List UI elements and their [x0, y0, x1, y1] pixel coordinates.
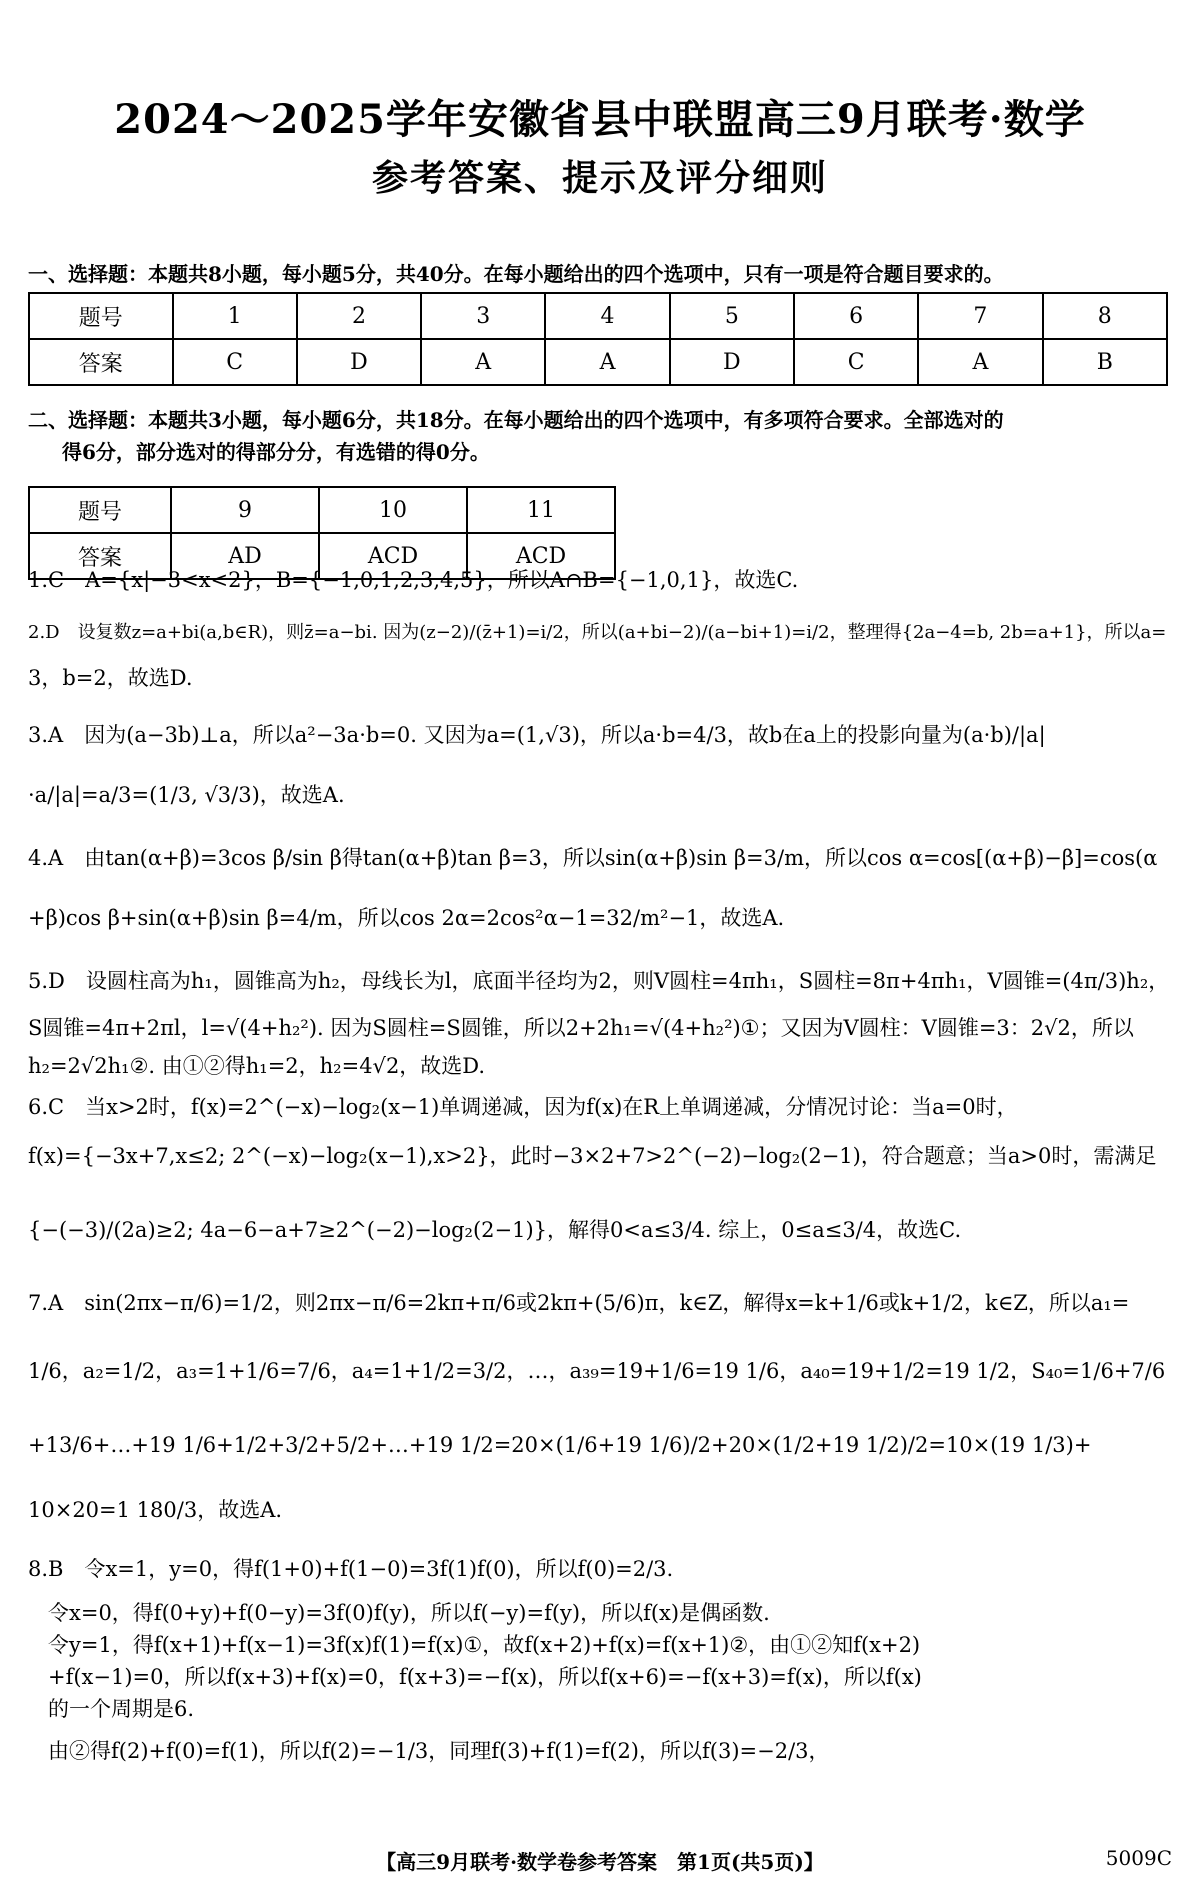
question-number: 8 [1043, 293, 1167, 339]
solution-line: 4.A 由tan(α+β)=3cos β/sin β得tan(α+β)tan β=3，所以sin(α+β)sin β=3/m，所以cos α=cos[(α+β)−β]=cos(α [28, 846, 1158, 870]
solution-line: f(x)={−3x+7,x≤2; 2^(−x)−log₂(x−1),x>2}，此时−3×2+7>2^(−2)−log₂(2−1)，符合题意；当a>0时，需满足 [28, 1144, 1157, 1168]
solution-line: ·a/|a|=a/3=(1/3, √3/3)，故选A. [28, 783, 345, 807]
table-row [29, 293, 1167, 339]
solution-line: 3，b=2，故选D. [28, 666, 193, 690]
solution-line: S圆锥=4π+2πl，l=√(4+h₂²). 因为S圆柱=S圆锥，所以2+2h₁=√(4+h₂²)①；又因为V圆柱：V圆锥=3：2√2，所以 [28, 1016, 1134, 1040]
solution-line: 令y=1，得f(x+1)+f(x−1)=3f(x)f(1)=f(x)①，故f(x+2)+f(x)=f(x+1)②，由①②知f(x+2) [48, 1633, 921, 1657]
solution-line: 2.D 设复数z=a+bi(a,b∈R)，则z̄=a−bi. 因为(z−2)/(z̄+1)=i/2，所以(a+bi−2)/(a−bi+1)=i/2，整理得{2a−4=b, 2b=a+1}，所以a= [28, 622, 1167, 643]
answer-cell: C [794, 339, 918, 385]
table-header-cell: 题号 [29, 487, 171, 533]
solution-line: 由②得f(2)+f(0)=f(1)，所以f(2)=−1/3，同理f(3)+f(1)=f(2)，所以f(3)=−2/3， [48, 1739, 830, 1763]
page-footer: 【高三9月联考·数学卷参考答案 第1页(共5页)】 [376, 1850, 824, 1874]
answer-cell: D [670, 339, 794, 385]
table-header-cell: 答案 [29, 533, 171, 579]
answer-cell: A [918, 339, 1042, 385]
question-number: 6 [794, 293, 918, 339]
question-number: 4 [545, 293, 669, 339]
section2-heading-line2: 得6分，部分选对的得部分分，有选错的得0分。 [62, 440, 490, 464]
page-subtitle: 参考答案、提示及评分细则 [371, 157, 828, 199]
answer-cell: A [421, 339, 545, 385]
solution-line: 8.B 令x=1，y=0，得f(1+0)+f(1−0)=3f(1)f(0)，所以f(0)=2/3. [28, 1557, 674, 1581]
solution-line: 5.D 设圆柱高为h₁，圆锥高为h₂，母线长为l，底面半径均为2，则V圆柱=4πh₁，S圆柱=8π+4πh₁，V圆锥=(4π/3)h₂， [28, 969, 1170, 993]
solution-line: 令x=0，得f(0+y)+f(0−y)=3f(0)f(y)，所以f(−y)=f(y)，所以f(x)是偶函数. [48, 1601, 770, 1625]
table-row [29, 339, 1167, 385]
table-row [29, 487, 615, 533]
solution-line: 1/6，a₂=1/2，a₃=1+1/6=7/6，a₄=1+1/2=3/2，…，a₃₉=19+1/6=19 1/6，a₄₀=19+1/2=19 1/2，S₄₀=1/6+7/6 [28, 1359, 1166, 1383]
section2-heading-line1: 二、选择题：本题共3小题，每小题6分，共18分。在每小题给出的四个选项中，有多项符合要求。全部选对的 [28, 408, 1004, 432]
solution-line: 的一个周期是6. [48, 1697, 195, 1721]
document-code: 5009C [1105, 1846, 1172, 1870]
solution-line: 6.C 当x>2时，f(x)=2^(−x)−log₂(x−1)单调递减，因为f(x)在R上单调递减，分情况讨论：当a=0时， [28, 1095, 1018, 1119]
page-title: 2024～2025学年安徽省县中联盟高三9月联考·数学 [114, 96, 1086, 143]
question-number: 3 [421, 293, 545, 339]
table-header-cell: 题号 [29, 293, 173, 339]
solution-line: {−(−3)/(2a)≥2; 4a−6−a+7≥2^(−2)−log₂(2−1)}，解得0<a≤3/4. 综上，0≤a≤3/4，故选C. [28, 1218, 962, 1242]
solution-line: +f(x−1)=0，所以f(x+3)+f(x)=0，f(x+3)=−f(x)，所以f(x+6)=−f(x+3)=f(x)，所以f(x) [48, 1665, 922, 1689]
question-number: 10 [319, 487, 467, 533]
answer-table-2 [28, 486, 616, 580]
question-number: 7 [918, 293, 1042, 339]
question-number: 2 [297, 293, 421, 339]
solution-line: h₂=2√2h₁②. 由①②得h₁=2，h₂=4√2，故选D. [28, 1054, 486, 1078]
answer-cell: C [173, 339, 297, 385]
question-number: 5 [670, 293, 794, 339]
answer-cell: B [1043, 339, 1167, 385]
answer-cell: A [545, 339, 669, 385]
question-number: 1 [173, 293, 297, 339]
solution-line: 7.A sin(2πx−π/6)=1/2，则2πx−π/6=2kπ+π/6或2kπ+(5/6)π，k∈Z，解得x=k+1/6或k+1/2，k∈Z，所以a₁= [28, 1291, 1130, 1315]
question-number: 11 [467, 487, 615, 533]
answer-table-1 [28, 292, 1168, 386]
solution-line: +13/6+…+19 1/6+1/2+3/2+5/2+…+19 1/2=20×(1/6+19 1/6)/2+20×(1/2+19 1/2)/2=10×(19 1/3)+ [28, 1433, 1092, 1457]
table-header-cell: 答案 [29, 339, 173, 385]
answer-cell: D [297, 339, 421, 385]
section1-heading: 一、选择题：本题共8小题，每小题5分，共40分。在每小题给出的四个选项中，只有一项是符合题目要求的。 [28, 262, 1004, 286]
question-number: 9 [171, 487, 319, 533]
solution-line: +β)cos β+sin(α+β)sin β=4/m，所以cos 2α=2cos²α−1=32/m²−1，故选A. [28, 906, 785, 930]
solution-line: 10×20=1 180/3，故选A. [28, 1498, 283, 1522]
solution-line: 3.A 因为(a−3b)⊥a，所以a²−3a·b=0. 又因为a=(1,√3)，所以a·b=4/3，故b在a上的投影向量为(a·b)/|a| [28, 723, 1046, 747]
answer-cell: ACD [467, 533, 615, 579]
answer-cell: AD [171, 533, 319, 579]
answer-cell: ACD [319, 533, 467, 579]
solution-line: 1.C A={x|−3<x<2}，B={−1,0,1,2,3,4,5}，所以A∩B={−1,0,1}，故选C. [28, 568, 799, 592]
